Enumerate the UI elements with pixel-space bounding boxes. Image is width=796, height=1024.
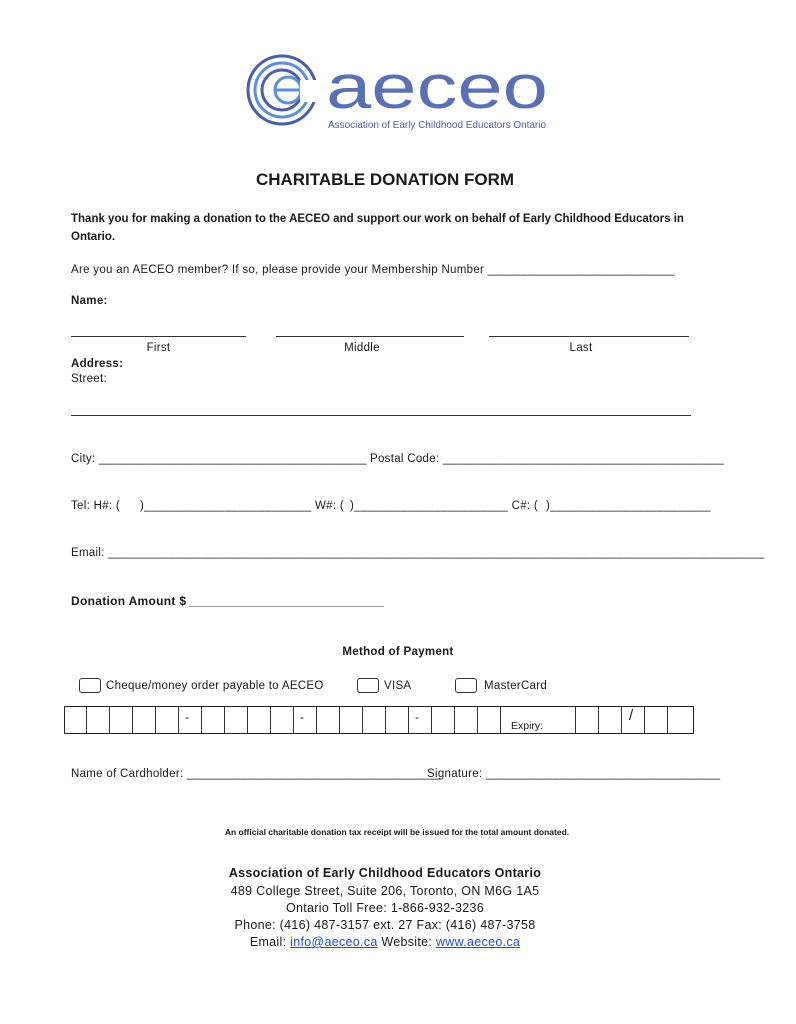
email-field[interactable]: Email: __________________________________________________________________________________________________ [71, 547, 765, 559]
membership-prompt[interactable]: Are you an AECEO member? If so, please provide your Membership Number ____________________________ [71, 264, 676, 276]
footer-website-label: Website: [377, 935, 436, 949]
card-digit-cell[interactable] [110, 707, 133, 733]
card-digit-cell[interactable] [248, 707, 271, 733]
home-phone-label: Tel: H#: ( [71, 500, 121, 512]
logo-subtitle: Association of Early Childhood Educators Ontario [328, 119, 547, 131]
expiry-slash: / [629, 707, 634, 724]
footer-phone: Phone: (416) 487-3157 ext. 27 Fax: (416) 487-3758 [234, 918, 536, 932]
expiry-month-cell[interactable] [599, 707, 622, 733]
card-digit-cell[interactable] [432, 707, 455, 733]
footer-email-label: Email: [249, 935, 291, 949]
card-digit-cell[interactable] [133, 707, 156, 733]
card-digit-cell[interactable] [340, 707, 363, 733]
card-group-separator: - [300, 710, 304, 724]
logo-emblem [248, 56, 320, 124]
city-field[interactable]: City: ________________________________________ [71, 453, 367, 465]
card-digit-cell[interactable] [179, 707, 202, 733]
address-label: Address: [71, 358, 124, 370]
card-digit-cell[interactable] [271, 707, 294, 733]
card-digit-cell[interactable] [225, 707, 248, 733]
receipt-note: An official charitable donation tax receipt will be issued for the total amount donated. [224, 827, 570, 837]
street-line[interactable] [71, 415, 691, 416]
card-group-separator: - [415, 710, 419, 724]
visa-checkbox[interactable] [357, 678, 379, 693]
middle-name-label: Middle [344, 342, 380, 354]
footer-org-name: Association of Early Childhood Educators Ontario [228, 866, 542, 880]
card-digit-cell[interactable] [363, 707, 386, 733]
cheque-checkbox[interactable] [79, 678, 101, 693]
mastercard-checkbox[interactable] [455, 678, 477, 693]
signature-field[interactable]: Signature: ___________________________________ [427, 768, 721, 780]
card-digit-cell[interactable] [409, 707, 432, 733]
card-digit-cell[interactable] [317, 707, 340, 733]
payment-heading: Method of Payment [342, 646, 454, 658]
expiry-year-cell[interactable] [645, 707, 668, 733]
card-digit-cell[interactable] [65, 707, 87, 733]
card-digit-cell[interactable] [455, 707, 478, 733]
street-label: Street: [71, 373, 107, 385]
cell-phone-field[interactable]: )________________________ [546, 500, 711, 512]
first-name-line[interactable] [71, 336, 246, 337]
donation-amount-field[interactable]: ____________________________ [189, 594, 385, 608]
expiry-month-cell[interactable] [576, 707, 599, 733]
footer-contact [0, 935, 770, 949]
card-digit-cell[interactable] [202, 707, 225, 733]
card-number-grid [64, 706, 694, 734]
first-name-label: First [146, 342, 171, 354]
home-phone-field[interactable]: )_________________________ W#: ( [140, 500, 344, 512]
card-digit-cell[interactable] [294, 707, 317, 733]
visa-option-label: VISA [384, 680, 412, 692]
form-title: CHARITABLE DONATION FORM [255, 170, 515, 189]
cardholder-field[interactable]: Name of Cardholder: ______________________________________ [71, 768, 442, 780]
footer-address: 489 College Street, Suite 206, Toronto, ON M6G 1A5 [230, 884, 540, 898]
card-digit-cell[interactable] [156, 707, 179, 733]
middle-name-line[interactable] [276, 336, 464, 337]
card-digit-cell[interactable] [478, 707, 501, 733]
logo-wordmark: aeceo [326, 53, 548, 122]
card-digit-cell[interactable] [87, 707, 110, 733]
expiry-label-cell [501, 707, 576, 733]
expiry-year-cell[interactable] [668, 707, 692, 733]
donation-amount-label: Donation Amount $ [71, 594, 187, 608]
last-name-line[interactable] [489, 336, 689, 337]
last-name-label: Last [569, 342, 593, 354]
card-group-separator: - [185, 710, 189, 724]
footer-tollfree: Ontario Toll Free: 1-866-932-3236 [286, 901, 484, 915]
expiry-separator-cell [622, 707, 645, 733]
footer-email-link[interactable]: info@aeceo.ca [290, 935, 378, 949]
aeceo-logo [244, 52, 554, 134]
name-label: Name: [71, 295, 108, 307]
mastercard-option-label: MasterCard [484, 680, 548, 692]
postal-code-field[interactable]: Postal Code: __________________________________________ [370, 453, 725, 465]
expiry-label: Expiry: [511, 720, 544, 732]
footer-website-link[interactable]: www.aeceo.ca [435, 935, 521, 949]
intro-text: Thank you for making a donation to the AECEO and support our work on behalf of Early Childhood Educators in Ontario. [71, 213, 684, 243]
card-digit-cell[interactable] [386, 707, 409, 733]
work-phone-field[interactable]: )_______________________ C#: ( [350, 500, 539, 512]
cheque-option-label: Cheque/money order payable to AECEO [106, 680, 324, 692]
